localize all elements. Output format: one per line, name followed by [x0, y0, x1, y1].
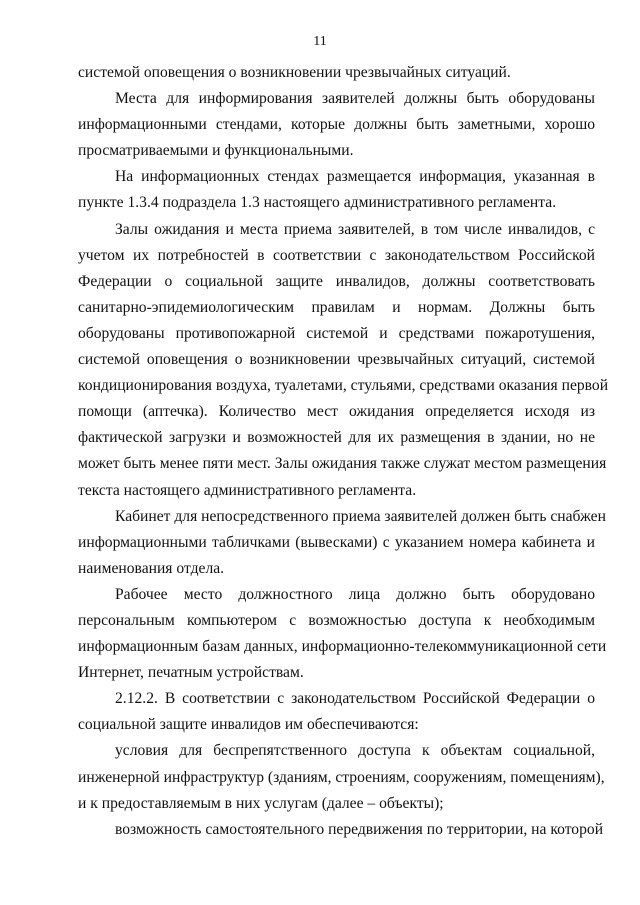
text-line: системой оповещения о возникновении чрезвычайных ситуаций, системой — [78, 351, 595, 369]
text-line: текста настоящего административного регламента. — [78, 481, 417, 499]
text-line: персональным компьютером с возможностью доступа к необходимым — [78, 611, 595, 629]
text-line: Интернет, печатным устройствам. — [78, 664, 304, 682]
text-line: Места для информирования заявителей должны быть оборудованы — [115, 90, 595, 108]
paragraph — [78, 686, 595, 738]
text-line: информационными табличками (вывесками) с указанием номера кабинета и — [78, 533, 595, 551]
page-number: 11 — [313, 34, 327, 49]
text-line: 2.12.2. В соответствии с законодательством Российской Федерации о — [115, 690, 595, 708]
text-line: инженерной инфраструктур (зданиям, строениям, сооружениям, помещениям), — [78, 768, 605, 786]
text-line: может быть менее пяти мест. Залы ожидания также служат местом размещения — [78, 455, 607, 473]
document-body — [78, 60, 609, 843]
text-line: системой оповещения о возникновении чрезвычайных ситуаций. — [78, 64, 511, 81]
text-line: Залы ожидания и места приема заявителей, в том числе инвалидов, с — [115, 220, 595, 238]
paragraph — [78, 582, 607, 686]
paragraph — [78, 817, 604, 843]
text-line: социальной защите инвалидов им обеспечиваются: — [78, 716, 419, 734]
paragraph — [78, 217, 609, 504]
text-line: Рабочее место должностного лица должно быть оборудовано — [115, 585, 595, 603]
text-line: информационными стендами, которые должны быть заметными, хорошо — [78, 116, 595, 134]
text-line: оборудованы противопожарной системой и средствами пожаротушения, — [78, 324, 595, 342]
text-line: просматриваемыми и функциональными. — [78, 142, 354, 160]
text-line: наименования отдела. — [78, 559, 225, 577]
paragraph — [78, 86, 595, 164]
text-line: кондиционирования воздуха, туалетами, стульями, средствами оказания первой — [78, 377, 609, 395]
text-line: условия для беспрепятственного доступа к объектам социальной, — [115, 742, 595, 760]
text-line: Кабинет для непосредственного приема заявителей должен быть снабжен — [115, 507, 606, 525]
text-line: и к предоставляемым в них услугам (далее – объекты); — [78, 794, 444, 812]
text-line: возможность самостоятельного передвижения по территории, на которой — [115, 820, 604, 838]
paragraph — [78, 738, 605, 816]
text-line: Федерации о социальной защите инвалидов, должны соответствовать — [78, 272, 595, 290]
paragraph — [78, 60, 595, 86]
text-line: фактической загрузки и возможностей для их размещения в здании, но не — [78, 429, 595, 447]
text-line: помощи (аптечка). Количество мест ожидания определяется исходя из — [78, 403, 595, 421]
text-line: пункте 1.3.4 подраздела 1.3 настоящего административного регламента. — [78, 194, 557, 212]
text-line: санитарно-эпидемиологическим правилам и нормам. Должны быть — [78, 298, 595, 316]
text-line: учетом их потребностей в соответствии с законодательством Российской — [78, 246, 595, 264]
paragraph — [78, 164, 595, 216]
paragraph — [78, 504, 606, 582]
text-line: На информационных стендах размещается информация, указанная в — [115, 168, 595, 186]
text-line: информационным базам данных, информационно-телекоммуникационной сети — [78, 638, 607, 656]
